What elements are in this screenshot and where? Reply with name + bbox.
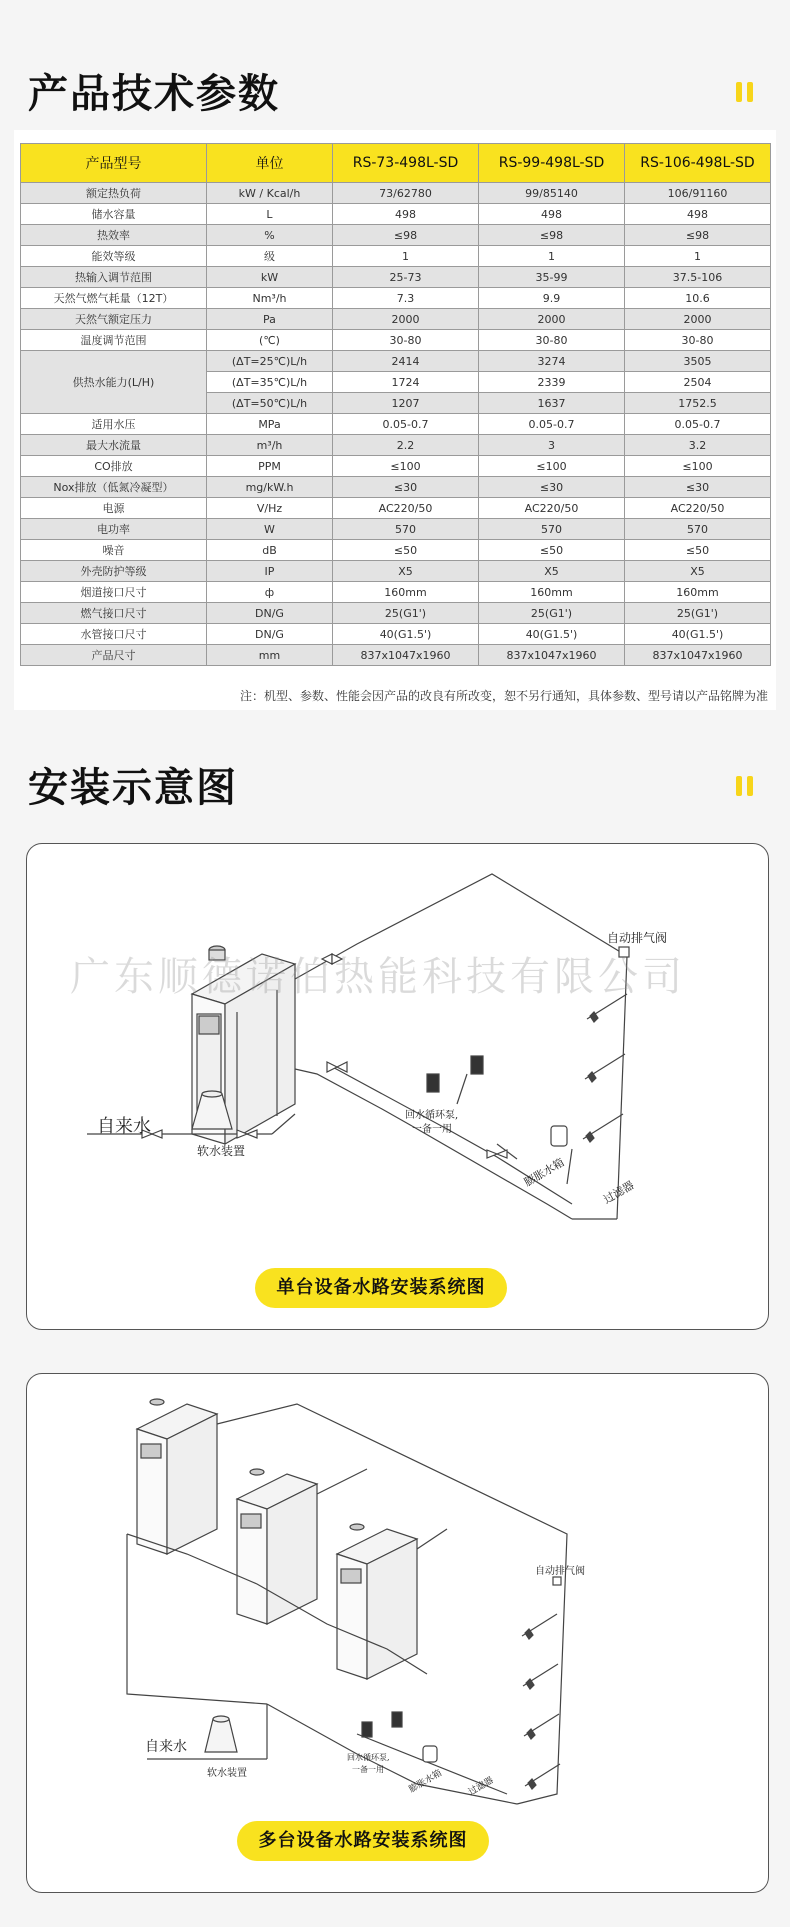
spec-cell-v2: 0.05-0.7	[479, 414, 625, 435]
spec-cell-name: 天然气燃气耗量（12T）	[21, 288, 207, 309]
spec-cell-name: 热输入调节范围	[21, 267, 207, 288]
spec-cell-unit: kW	[207, 267, 333, 288]
spec-cell-name: 水管接口尺寸	[21, 624, 207, 645]
air-valve-icon	[553, 1577, 561, 1585]
spec-table-header	[21, 144, 771, 183]
spec-cell-unit: (℃)	[207, 330, 333, 351]
water-heater-unit-1	[137, 1399, 217, 1554]
table-row	[21, 540, 771, 561]
spec-cell-name: 储水容量	[21, 204, 207, 225]
spec-cell-unit: m³/h	[207, 435, 333, 456]
spec-cell-v3: ≤50	[625, 540, 771, 561]
spec-cell-v2: ≤50	[479, 540, 625, 561]
expansion-tank-label: 膨胀水箱	[407, 1768, 444, 1796]
filter-label: 过滤器	[467, 1775, 496, 1798]
table-row	[21, 204, 771, 225]
watermark-text: 广东顺德诺伯热能科技有限公司	[70, 954, 686, 1000]
table-row	[21, 645, 771, 666]
spec-cell-unit: (ΔT=25℃)L/h	[207, 351, 333, 372]
spec-cell-unit: Nm³/h	[207, 288, 333, 309]
specs-title: 产品技术参数	[28, 71, 280, 117]
tap-water-label: 自来水	[97, 1116, 151, 1137]
spec-cell-v3: 3505	[625, 351, 771, 372]
spec-cell-v3: 106/91160	[625, 183, 771, 204]
table-row	[21, 267, 771, 288]
water-heater-unit-3	[337, 1524, 417, 1679]
spec-cell-v2: ≤100	[479, 456, 625, 477]
spec-cell-v1: 0.05-0.7	[333, 414, 479, 435]
spec-cell-v2: 160mm	[479, 582, 625, 603]
table-row	[21, 456, 771, 477]
branch-lines	[522, 1614, 560, 1789]
spec-cell-v3: 25(G1')	[625, 603, 771, 624]
spec-cell-v2: 99/85140	[479, 183, 625, 204]
single-install-diagram	[26, 843, 769, 1330]
spec-cell-v2: 1	[479, 246, 625, 267]
multi-caption: 多台设备水路安装系统图	[237, 1821, 489, 1861]
spec-cell-v3: 40(G1.5')	[625, 624, 771, 645]
spec-cell-v3: ≤100	[625, 456, 771, 477]
spec-cell-v2: 3	[479, 435, 625, 456]
spec-cell-v1: 7.3	[333, 288, 479, 309]
spec-cell-v3: 37.5-106	[625, 267, 771, 288]
spec-cell-v1: 2.2	[333, 435, 479, 456]
pump-label-2: 一备一用	[412, 1124, 452, 1135]
spec-cell-v2: AC220/50	[479, 498, 625, 519]
spec-cell-v2: 837x1047x1960	[479, 645, 625, 666]
table-row	[21, 603, 771, 624]
table-row	[21, 624, 771, 645]
spec-cell-v1: ≤30	[333, 477, 479, 498]
spec-cell-name: 最大水流量	[21, 435, 207, 456]
spec-cell-v1: AC220/50	[333, 498, 479, 519]
table-row	[21, 309, 771, 330]
table-row	[21, 246, 771, 267]
spec-cell-v1: X5	[333, 561, 479, 582]
spec-cell-unit: mm	[207, 645, 333, 666]
install-section-header	[0, 750, 790, 820]
spec-note: 注：机型、参数、性能会因产品的改良有所改变，恕不另行通知，具体参数、型号请以产品铭牌为准	[239, 689, 768, 703]
table-row	[21, 477, 771, 498]
install-title: 安装示意图	[28, 765, 238, 811]
pump-icon	[427, 1056, 483, 1092]
table-row	[21, 519, 771, 540]
spec-cell-unit: (ΔT=35℃)L/h	[207, 372, 333, 393]
table-row	[21, 183, 771, 204]
air-valve-label: 自动排气阀	[535, 1566, 585, 1577]
spec-cell-v1: ≤98	[333, 225, 479, 246]
spec-cell-v3: 1	[625, 246, 771, 267]
air-valve-label: 自动排气阀	[607, 931, 668, 945]
spec-cell-v2: 40(G1.5')	[479, 624, 625, 645]
spec-cell-name: 噪音	[21, 540, 207, 561]
spec-cell-v3: 2504	[625, 372, 771, 393]
spec-cell-v3: 1752.5	[625, 393, 771, 414]
pump-label: 回水循环泵,	[347, 1753, 390, 1762]
expansion-tank-icon	[551, 1126, 567, 1146]
spec-cell-v2: 2000	[479, 309, 625, 330]
spec-cell-v1: 837x1047x1960	[333, 645, 479, 666]
spec-cell-name: 电源	[21, 498, 207, 519]
spec-cell-unit: ф	[207, 582, 333, 603]
spec-cell-v1: 160mm	[333, 582, 479, 603]
spec-cell-v1: 498	[333, 204, 479, 225]
spec-cell-unit: kW / Kcal/h	[207, 183, 333, 204]
spec-cell-v3: 10.6	[625, 288, 771, 309]
spec-cell-unit: Pa	[207, 309, 333, 330]
spec-cell-v2: 30-80	[479, 330, 625, 351]
spec-cell-v3: 2000	[625, 309, 771, 330]
spec-cell-name: 产品尺寸	[21, 645, 207, 666]
spec-cell-v3: 570	[625, 519, 771, 540]
spec-table	[20, 143, 771, 666]
yellow-bars-icon	[736, 82, 754, 102]
spec-cell-unit: %	[207, 225, 333, 246]
spec-cell-v3: 3.2	[625, 435, 771, 456]
spec-cell-name: 温度调节范围	[21, 330, 207, 351]
softener-icon	[205, 1716, 237, 1752]
tap-water-label: 自来水	[145, 1739, 187, 1755]
spec-cell-v2: ≤30	[479, 477, 625, 498]
spec-cell-v2: 35-99	[479, 267, 625, 288]
spec-cell-v3: ≤30	[625, 477, 771, 498]
table-row	[21, 582, 771, 603]
spec-cell-v2: 25(G1')	[479, 603, 625, 624]
spec-cell-unit: 级	[207, 246, 333, 267]
multi-install-diagram	[26, 1373, 769, 1893]
spec-cell-v2: 498	[479, 204, 625, 225]
spec-cell-v3: 160mm	[625, 582, 771, 603]
spec-cell-unit: IP	[207, 561, 333, 582]
spec-cell-v1: 73/62780	[333, 183, 479, 204]
single-diagram-drawing	[27, 844, 769, 1330]
spec-cell-v2: 3274	[479, 351, 625, 372]
spec-cell-v1: 2414	[333, 351, 479, 372]
spec-table-panel	[14, 130, 776, 710]
spec-cell-name: 烟道接口尺寸	[21, 582, 207, 603]
table-row	[21, 225, 771, 246]
spec-cell-v2: ≤98	[479, 225, 625, 246]
spec-cell-unit: DN/G	[207, 603, 333, 624]
spec-cell-name: 额定热负荷	[21, 183, 207, 204]
spec-cell-v3: 837x1047x1960	[625, 645, 771, 666]
table-row	[21, 498, 771, 519]
spec-cell-name: 燃气接口尺寸	[21, 603, 207, 624]
multi-diagram-drawing	[27, 1374, 769, 1893]
spec-cell-v1: 2000	[333, 309, 479, 330]
spec-cell-v1: 570	[333, 519, 479, 540]
spec-cell-name: CO排放	[21, 456, 207, 477]
spec-cell-v3: ≤98	[625, 225, 771, 246]
spec-cell-v1: 25-73	[333, 267, 479, 288]
spec-cell-v3: AC220/50	[625, 498, 771, 519]
spec-cell-name: 热效率	[21, 225, 207, 246]
spec-cell-v1: 1207	[333, 393, 479, 414]
spec-cell-unit: (ΔT=50℃)L/h	[207, 393, 333, 414]
spec-cell-v1: 1	[333, 246, 479, 267]
spec-cell-unit: dB	[207, 540, 333, 561]
spec-cell-v1: ≤100	[333, 456, 479, 477]
spec-cell-name: 适用水压	[21, 414, 207, 435]
spec-cell-v3: 0.05-0.7	[625, 414, 771, 435]
spec-cell-v3: 30-80	[625, 330, 771, 351]
spec-cell-unit: V/Hz	[207, 498, 333, 519]
header-model: 产品型号	[21, 144, 207, 183]
table-row	[21, 288, 771, 309]
spec-cell-v1: 40(G1.5')	[333, 624, 479, 645]
spec-cell-v3: 498	[625, 204, 771, 225]
hot-water-capacity-label: 供热水能力(L/H)	[21, 351, 207, 414]
spec-cell-v2: 2339	[479, 372, 625, 393]
table-row	[21, 351, 771, 372]
expansion-tank-icon	[423, 1746, 437, 1762]
spec-cell-name: 能效等级	[21, 246, 207, 267]
pump-icon	[362, 1712, 402, 1737]
spec-cell-v2: 570	[479, 519, 625, 540]
header-model-2: RS-99-498L-SD	[479, 144, 625, 183]
spec-cell-v1: ≤50	[333, 540, 479, 561]
single-caption: 单台设备水路安装系统图	[255, 1268, 507, 1308]
spec-cell-unit: W	[207, 519, 333, 540]
softener-label: 软水装置	[197, 1144, 246, 1158]
spec-cell-v1: 1724	[333, 372, 479, 393]
spec-cell-v2: 1637	[479, 393, 625, 414]
spec-cell-unit: mg/kW.h	[207, 477, 333, 498]
spec-cell-name: 电功率	[21, 519, 207, 540]
spec-cell-v2: X5	[479, 561, 625, 582]
spec-cell-unit: DN/G	[207, 624, 333, 645]
spec-cell-unit: L	[207, 204, 333, 225]
spec-cell-name: Nox排放（低氮冷凝型）	[21, 477, 207, 498]
spec-cell-v2: 9.9	[479, 288, 625, 309]
spec-cell-unit: MPa	[207, 414, 333, 435]
spec-cell-v1: 25(G1')	[333, 603, 479, 624]
table-row	[21, 330, 771, 351]
water-heater-unit-2	[237, 1469, 317, 1624]
pump-label: 回水循环泵,	[405, 1110, 459, 1121]
spec-table-body	[21, 183, 771, 666]
expansion-tank-label: 膨胀水箱	[521, 1155, 567, 1190]
softener-label: 软水装置	[207, 1768, 247, 1779]
specs-section-header	[0, 56, 790, 126]
yellow-bars-icon	[736, 776, 754, 796]
header-model-1: RS-73-498L-SD	[333, 144, 479, 183]
header-unit: 单位	[207, 144, 333, 183]
spec-cell-unit: PPM	[207, 456, 333, 477]
table-row	[21, 435, 771, 456]
table-row	[21, 414, 771, 435]
filter-label: 过滤器	[601, 1178, 637, 1207]
spec-cell-v3: X5	[625, 561, 771, 582]
pump-label-2: 一备一用	[352, 1765, 384, 1774]
spec-cell-v1: 30-80	[333, 330, 479, 351]
spec-cell-name: 外壳防护等级	[21, 561, 207, 582]
spec-cell-name: 天然气额定压力	[21, 309, 207, 330]
table-row	[21, 561, 771, 582]
header-model-3: RS-106-498L-SD	[625, 144, 771, 183]
